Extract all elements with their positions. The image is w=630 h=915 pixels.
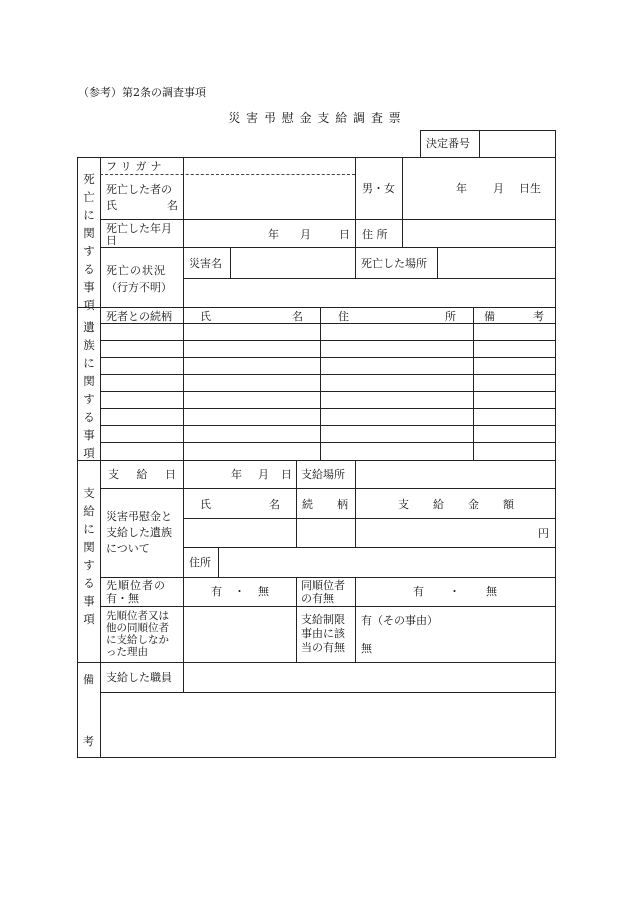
yen-label: 円 (538, 527, 549, 540)
payment-date-label: 支 給 日 (108, 468, 176, 481)
same-rank-no-option[interactable]: 無 (486, 585, 497, 598)
staff-field[interactable] (184, 663, 555, 691)
bereaved-table-body[interactable] (101, 324, 555, 460)
decision-number-label: 決定番号 (426, 137, 470, 150)
reference-note: （参考）第2条の調査事項 (78, 86, 206, 99)
col-address-header: 住 所 (338, 310, 456, 323)
death-day-label: 日 (339, 228, 350, 241)
reason-field[interactable] (184, 607, 295, 661)
limit-yes-option[interactable]: 有（その事由） (361, 614, 438, 627)
birth-day-label: 日生 (519, 182, 541, 195)
paid-amount-header: 支 給 金 額 (398, 498, 514, 511)
paid-bereaved-label-2: 支給した遺族 (106, 526, 172, 539)
limit-no-option[interactable]: 無 (361, 642, 372, 655)
payment-year-label: 年 (231, 468, 242, 481)
death-date-label-1: 死亡した年月 (106, 222, 172, 235)
paid-bereaved-label-3: について (106, 542, 150, 555)
birth-month-label: 月 (493, 182, 504, 195)
reason-label-1: 先順位者又は (106, 610, 169, 622)
staff-label: 支給した職員 (106, 671, 172, 684)
paid-address-label: 住所 (189, 556, 211, 569)
reason-label-2: 他の同順位者 (106, 622, 169, 634)
limit-label-2: 事由に該 (301, 627, 345, 640)
deceased-name-label-2: 氏 名 (106, 199, 178, 212)
bereaved-section-label: 遺族に関する事項 (83, 320, 95, 460)
prior-label-1: 先順位者の (106, 579, 166, 592)
death-address-label: 住 所 (362, 228, 388, 241)
paid-name-header: 氏 名 (200, 498, 280, 511)
paid-name-field[interactable] (184, 519, 295, 546)
same-rank-label-2: の有無 (301, 592, 334, 605)
death-status-note: （行方不明） (106, 281, 172, 294)
death-place-field[interactable] (438, 248, 555, 277)
payment-day-label: 日 (281, 468, 292, 481)
same-rank-separator: ・ (449, 585, 460, 598)
reason-label-4: った理由 (106, 646, 148, 658)
death-address-field[interactable] (403, 220, 555, 246)
remarks-label-2: 考 (83, 735, 94, 748)
limit-label-1: 支給制限 (301, 613, 345, 626)
paid-relation-field[interactable] (297, 519, 354, 546)
decision-number-field[interactable] (480, 131, 555, 157)
form-title: 災 害 弔 慰 金 支 給 調 査 票 (228, 111, 402, 125)
same-rank-label-1: 同順位者 (301, 579, 345, 592)
prior-no-option[interactable]: 無 (258, 585, 269, 598)
prior-separator: ・ (234, 585, 245, 598)
same-rank-yes-option[interactable]: 有 (413, 585, 424, 598)
furigana-label: フリガナ (106, 160, 166, 173)
paid-amount-field[interactable] (356, 519, 532, 546)
payment-month-label: 月 (258, 468, 269, 481)
disaster-name-field[interactable] (231, 248, 354, 277)
deceased-name-label-1: 死亡した者の (106, 183, 172, 196)
payment-section-label: 支給に関する事項 (83, 486, 95, 626)
death-status-field[interactable] (184, 279, 555, 306)
col-relation-header: 死者との続柄 (106, 310, 172, 323)
death-place-label: 死亡した場所 (361, 257, 427, 270)
death-section-label: 死亡に関する事項 (83, 172, 95, 312)
remarks-field[interactable] (101, 693, 555, 756)
reason-label-3: に支給しなか (106, 634, 169, 646)
deceased-name-field[interactable] (184, 176, 354, 218)
col-remarks-header: 備 考 (484, 310, 544, 323)
sex-select[interactable]: 男・女 (362, 182, 395, 195)
prior-yes-option[interactable]: 有 (211, 585, 222, 598)
death-date-label-2: 日 (106, 234, 117, 247)
death-year-label: 年 (268, 228, 279, 241)
col-name-header: 氏 名 (200, 310, 303, 323)
remarks-label-1: 備 (83, 673, 94, 686)
prior-label-2: 有・無 (106, 592, 139, 605)
paid-relation-header: 続 柄 (302, 498, 348, 511)
limit-label-3: 当の有無 (301, 641, 345, 654)
disaster-name-label: 災害名 (189, 257, 222, 270)
payment-place-label: 支給場所 (301, 468, 345, 481)
death-status-label: 死亡の状況 (106, 264, 166, 277)
furigana-field[interactable] (184, 158, 354, 174)
death-month-label: 月 (300, 228, 311, 241)
paid-address-field[interactable] (219, 548, 555, 576)
payment-place-field[interactable] (356, 461, 555, 487)
birth-year-label: 年 (456, 182, 467, 195)
paid-bereaved-label-1: 災害弔慰金と (106, 510, 172, 523)
